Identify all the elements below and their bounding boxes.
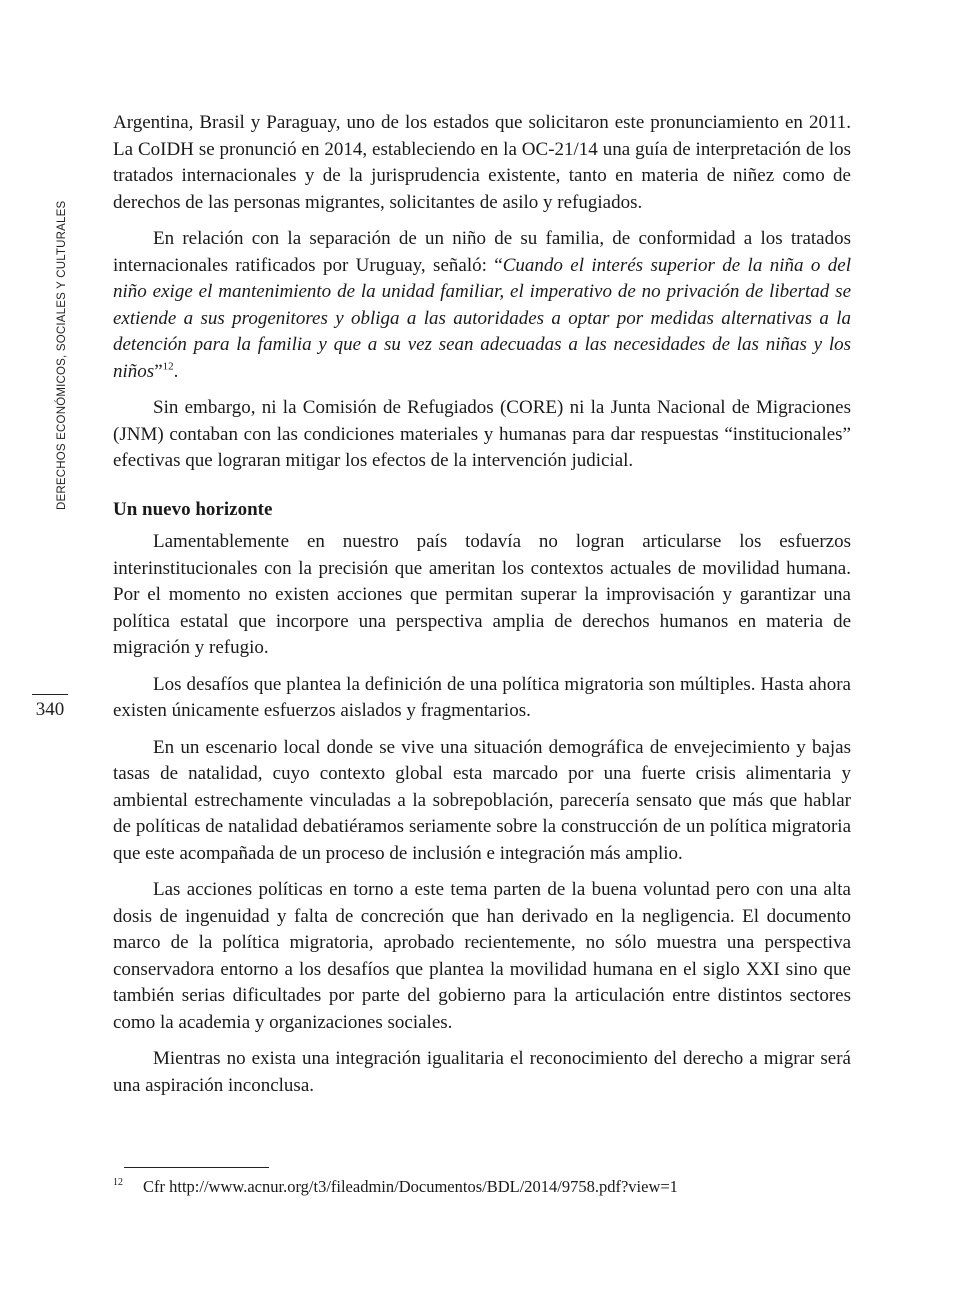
paragraph-4: Lamentablemente en nuestro país todavía no logran articularse los esfuerzos interinstitucionales con la precisión que ameritan los contextos actuales de movilidad humana. Por el momento no existen acciones que permitan superar la improvisación y garantizar una política estatal que incorpore una perspectiva amplia de derechos humanos en materia de migración y refugio. [113,531,851,658]
paragraph-6: En un escenario local donde se vive una situación demográfica de envejecimiento y bajas tasas de natalidad, cuyo contexto global esta marcado por una fuerte crisis alimentaria y ambiental estrechamente vinculadas a la sobrepoblación, parecería sensato que más que hablar de políticas de natalidad debatiéramos seriamente sobre la construcción de un política migratoria que este acompañada de un proceso de inclusión e integración más amplio. [113,736,851,864]
paragraph-2-quote-close: ” [154,360,163,382]
running-head: DERECHOS ECONÓMICOS, SOCIALES Y CULTURALES [56,200,68,510]
paragraph-7: Las acciones políticas en torno a este tema parten de la buena voluntad pero con una alta dosis de ingenuidad y falta de concreción que han derivado en la negligencia. El documento marco de la política migratoria, aprobado recientemente, no sólo muestra una perspectiva conservadora entorno a los desafíos que plantea la movilidad humana en el siglo XXI sino que también serias dificultades por parte del gobierno para la articulación entre distintos sectores como la academia y organizaciones sociales. [113,879,851,1033]
footnote-reference[interactable]: 12 [162,360,174,373]
footnote-mark: 12 [113,1177,123,1188]
paragraph-2 [113,226,851,385]
footnote [113,1176,851,1198]
paragraph-2-quote: Cuando el interés superior de la niña o del niño exige el mantenimiento de la unidad familiar, el imperativo de no privación de libertad se extiende a sus progenitores y obliga a las autoridades a optar por medidas alternativas a la detención para la familia y que a su vez sean adecuadas a las necesidades de las niñas y los niños [113,254,851,382]
paragraph-8: Mientras no exista una integración igualitaria el reconocimiento del derecho a migrar será una aspiración inconclusa. [113,1048,851,1096]
paragraph-2-intro: En relación con la separación de un niño de su familia, de conformidad a los tratados internacionales ratificados por Uruguay, señaló: “ [113,228,851,276]
footnote-rule [124,1167,269,1168]
paragraph-3: Sin embargo, ni la Comisión de Refugiados (CORE) ni la Junta Nacional de Migraciones (JNM) contaban con las condiciones materiales y humanas para dar respuestas “institucionales” efectivas que lograran mitigar los efectos de la intervención judicial. [113,397,851,471]
paragraph-1: Argentina, Brasil y Paraguay, uno de los estados que solicitaron este pronunciamiento en 2011. La CoIDH se pronunció en 2014, estableciendo en la OC-21/14 una guía de interpretación de los tratados internacionales y de la jurisprudencia existente, tanto en materia de niñez como de derechos de las personas migrantes, solicitantes de asilo y refugiados. [113,112,851,213]
section-heading: Un nuevo horizonte [113,498,273,520]
page-number-rule [32,694,68,695]
paragraph-5: Los desafíos que plantea la definición de una política migratoria son múltiples. Hasta ahora existen únicamente esfuerzos aislados y fragmentarios. [113,673,851,721]
page-number: 340 [35,699,65,720]
footnote-text[interactable]: Cfr http://www.acnur.org/t3/fileadmin/Documentos/BDL/2014/9758.pdf?view=1 [143,1177,678,1196]
paragraph-2-end: . [173,360,179,382]
main-text [113,110,851,1109]
